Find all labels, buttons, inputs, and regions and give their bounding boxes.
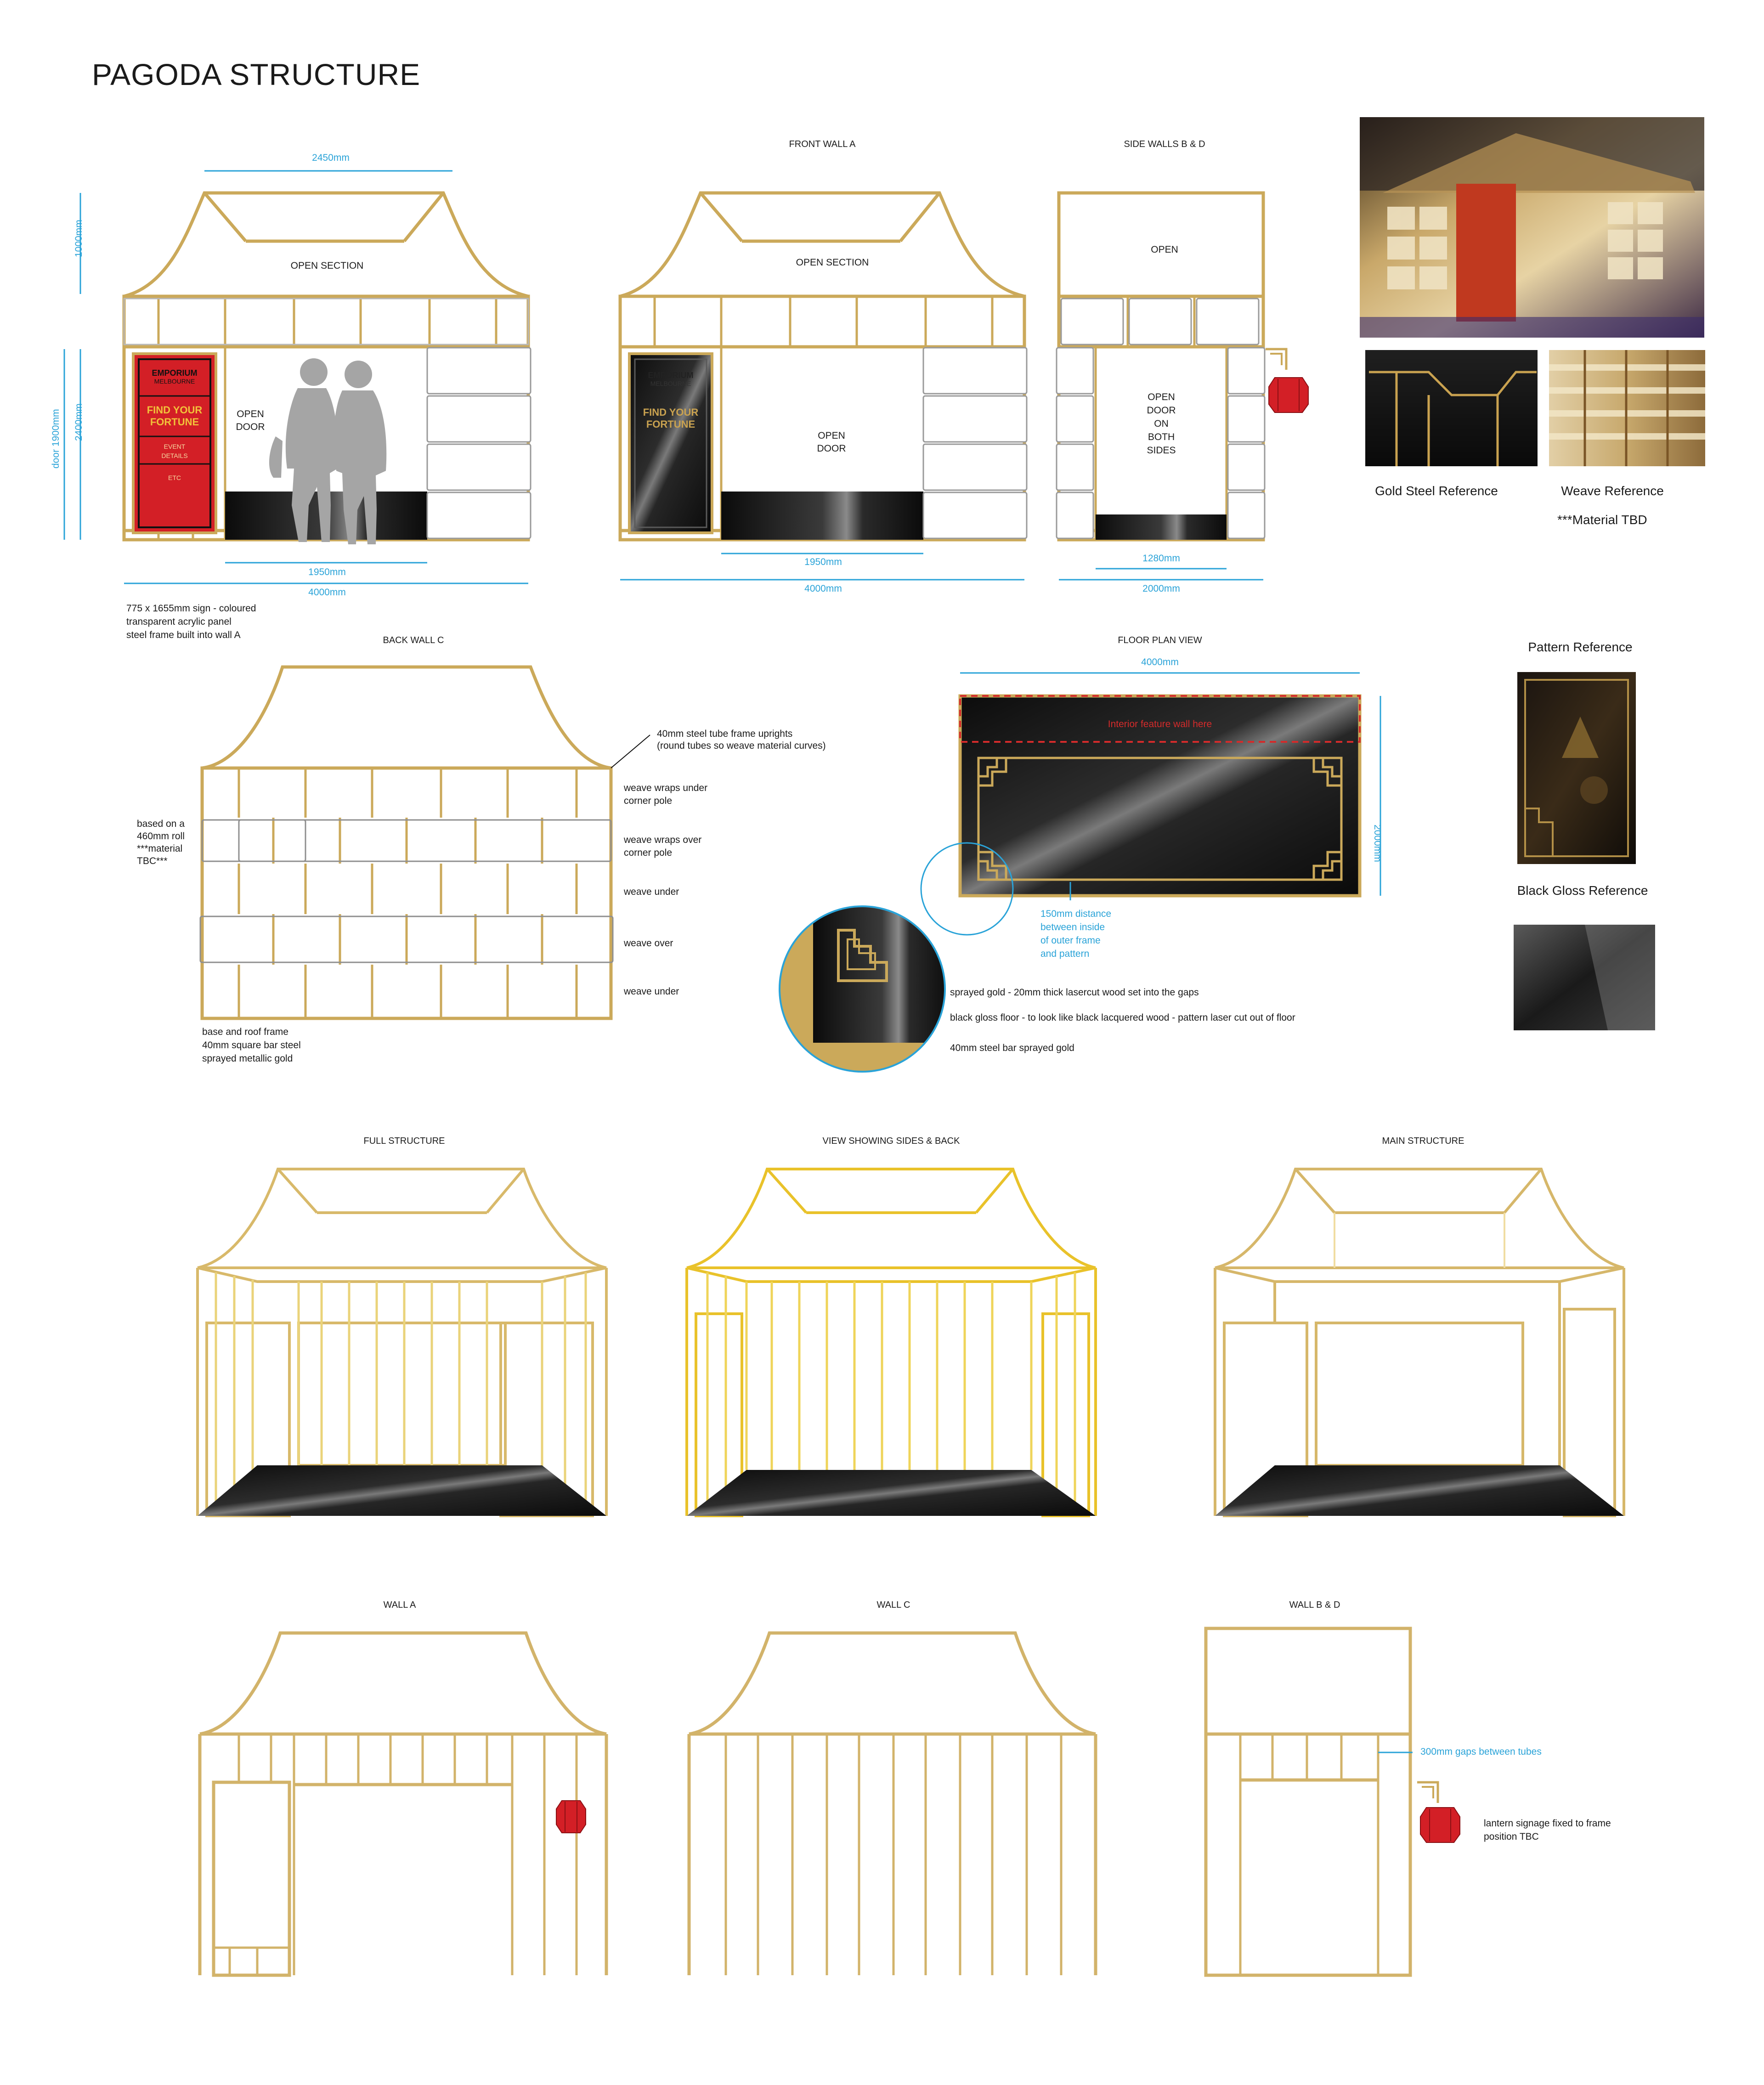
front-view-open-section-label: OPEN SECTION — [290, 260, 364, 271]
side-walls-dimensions — [1059, 569, 1263, 580]
front-wall-a-open-section-label: OPEN SECTION — [796, 257, 869, 268]
main-structure-perspective — [1215, 1169, 1624, 1516]
front-view-total-width-dimension: 4000mm — [308, 587, 346, 598]
front-wall-a-floor — [721, 492, 923, 540]
front-view-open-door-label: OPEN DOOR — [236, 409, 265, 432]
front-wall-a-open-door-label: OPEN DOOR — [817, 430, 846, 454]
side-walls-total-width-dimension: 2000mm — [1142, 583, 1180, 594]
pattern-distance-note: 150mm distance between inside of outer frame and pattern — [1040, 909, 1112, 959]
wall-bd-frame-title: WALL B & D — [1289, 1600, 1340, 1610]
base-frame-note: base and roof frame 40mm square bar steel sprayed metallic gold — [202, 1027, 301, 1064]
main-structure-title: MAIN STRUCTURE — [1382, 1136, 1464, 1146]
front-view-roof-dimension: 1000mm — [74, 220, 84, 257]
gold-steel-reference-caption: Gold Steel Reference — [1375, 484, 1498, 498]
sign-brand-sub: MELBOURNE — [154, 378, 195, 385]
front-view-sign-note: 775 x 1655mm sign - coloured transparent acrylic panel steel frame built into wall A — [126, 603, 256, 640]
back-wall-c-title: BACK WALL C — [383, 635, 444, 645]
sides-back-perspective — [687, 1169, 1096, 1516]
front-wall-a-title: FRONT WALL A — [789, 139, 856, 149]
front-wall-a-weave-panels — [923, 348, 1027, 538]
lantern-signage-note: lantern signage fixed to frame position TBC — [1484, 1818, 1611, 1842]
weave-row-1-note: weave wraps under corner pole — [624, 783, 708, 806]
page-title: PAGODA STRUCTURE — [92, 57, 421, 91]
weave-row-5-note: weave under — [624, 986, 679, 997]
sign-etc: ETC — [168, 474, 181, 481]
reference-photo-black-gloss — [1514, 925, 1655, 1030]
wall-bd-frame — [1206, 1628, 1410, 1975]
front-wall-a-door-width-dimension: 1950mm — [804, 557, 842, 567]
reference-photo-pattern — [1517, 672, 1636, 864]
wall-a-sign-brand-sub: MELBOURNE — [650, 380, 691, 387]
weave-reference-caption: Weave Reference — [1561, 484, 1664, 498]
frame-uprights-note: 40mm steel tube frame uprights (round tubes so weave material curves) — [657, 729, 826, 751]
wall-a-frame-title: WALL A — [383, 1600, 416, 1610]
front-view-width-dimension: 2450mm — [312, 153, 350, 163]
wall-c-frame-title: WALL C — [876, 1600, 910, 1610]
side-walls-floor — [1096, 514, 1227, 540]
side-walls-title: SIDE WALLS B & D — [1124, 139, 1205, 149]
wall-a-sign-headline: FIND YOUR FORTUNE — [643, 407, 699, 430]
weave-row-3-note: weave under — [624, 887, 679, 897]
wall-a-frame — [200, 1633, 606, 1975]
reference-photo-gold-steel — [1365, 350, 1538, 466]
side-walls-door-width-dimension: 1280mm — [1142, 553, 1180, 564]
reference-photo-pagoda — [1360, 117, 1704, 338]
laser-cut-wood-note: sprayed gold - 20mm thick lasercut wood set into the gaps — [950, 987, 1199, 998]
floor-plan — [921, 696, 1360, 935]
weave-row-2-note: weave wraps over corner pole — [624, 835, 702, 858]
tube-gaps-note: 300mm gaps between tubes — [1420, 1746, 1542, 1757]
interior-feature-wall-note: Interior feature wall here — [1108, 719, 1212, 729]
wall-a-sign-brand: EMPORIUM — [648, 371, 694, 380]
black-gloss-reference-caption: Black Gloss Reference — [1517, 883, 1648, 898]
main-structure-floor — [1215, 1465, 1624, 1516]
full-structure-title: FULL STRUCTURE — [363, 1136, 445, 1146]
front-view-door-dimension: door 1900mm — [51, 409, 61, 469]
side-walls-open-door-label: OPEN DOOR ON BOTH SIDES — [1147, 392, 1176, 456]
material-tbd-note: ***Material TBD — [1557, 513, 1647, 527]
black-gloss-floor-note: black gloss floor - to look like black lacquered wood - pattern laser cut out of floor — [950, 1012, 1295, 1023]
floor-plan-title: FLOOR PLAN VIEW — [1118, 635, 1202, 645]
sides-back-view-title: VIEW SHOWING SIDES & BACK — [822, 1136, 960, 1146]
reference-photo-weave — [1549, 350, 1705, 466]
roll-width-note: based on a 460mm roll ***material TBC*** — [137, 819, 185, 866]
lantern-sign-icon — [1266, 349, 1308, 412]
sign-headline: FIND YOUR FORTUNE — [147, 404, 203, 428]
floor-plan-width-dimension: 4000mm — [1141, 657, 1179, 667]
floor-plan-detail-circle — [776, 905, 951, 1079]
full-structure-perspective — [198, 1169, 606, 1516]
steel-bar-note: 40mm steel bar sprayed gold — [950, 1043, 1074, 1053]
sign-brand: EMPORIUM — [152, 368, 198, 378]
frame-note-leader — [611, 735, 650, 768]
front-view-wall-dimension: 2400mm — [74, 403, 84, 441]
sides-back-floor — [687, 1470, 1096, 1516]
floor-plan-depth-dimension: 2000mm — [1372, 825, 1383, 862]
sign-details: EVENT DETAILS — [161, 443, 188, 459]
wall-bd-lantern-icon — [1417, 1782, 1460, 1842]
weave-row-4-note: weave over — [624, 938, 673, 949]
side-walls-open-label: OPEN — [1151, 244, 1178, 255]
wall-a-lantern-icon — [556, 1801, 586, 1833]
front-view-door-width-dimension: 1950mm — [308, 567, 346, 577]
pattern-reference-caption: Pattern Reference — [1528, 640, 1633, 654]
full-structure-floor — [198, 1465, 606, 1516]
front-wall-a-total-width-dimension: 4000mm — [804, 583, 842, 594]
wall-c-frame — [689, 1633, 1096, 1975]
